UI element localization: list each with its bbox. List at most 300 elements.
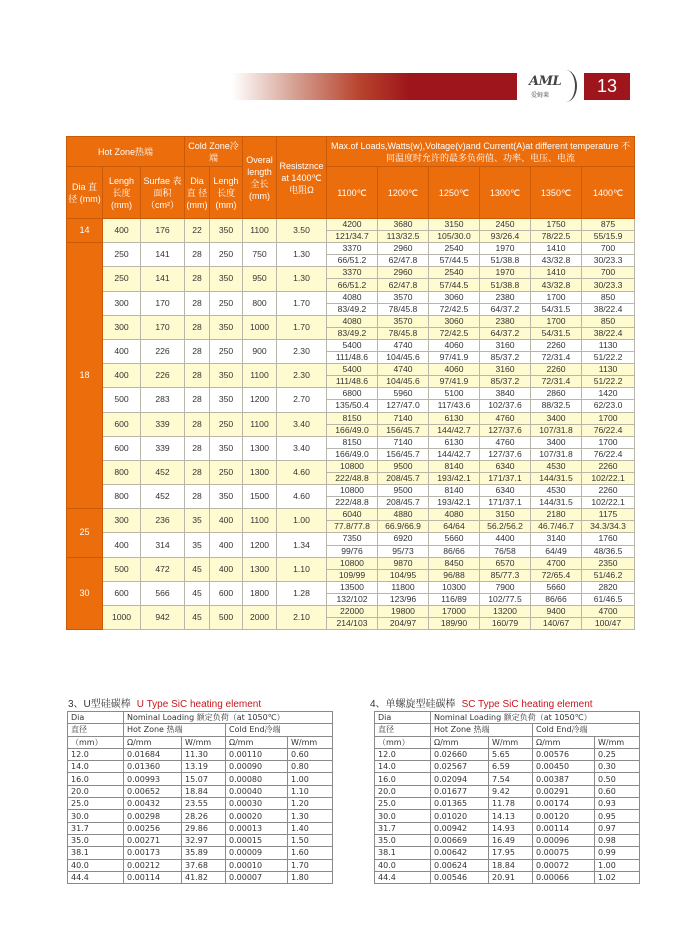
resistance-cell: 2.70: [277, 388, 327, 412]
table-cell: 0.99: [595, 847, 640, 859]
table-row: [375, 847, 640, 859]
table-cell: 29.86: [182, 822, 226, 834]
voltage-current-cell: 204/97: [378, 618, 429, 630]
table-cell: 16.0: [68, 773, 124, 785]
resistance-cell: 3.40: [277, 436, 327, 460]
table-cell: 0.00173: [124, 847, 182, 859]
surface-cell: 452: [141, 485, 185, 509]
table-cell: 0.01684: [124, 748, 182, 760]
watts-cell: 1700: [531, 291, 582, 303]
table-cell: 7.54: [489, 773, 533, 785]
cold-length-cell: 350: [210, 364, 243, 388]
voltage-current-cell: 214/103: [327, 618, 378, 630]
voltage-current-cell: 86/66: [429, 545, 480, 557]
table-cell: 20.0: [68, 785, 124, 797]
voltage-current-cell: 34.3/34.3: [582, 521, 635, 533]
cold-dia-cell: 28: [185, 339, 210, 363]
table-cell: 5.65: [489, 748, 533, 760]
hot-length-cell: 600: [103, 436, 141, 460]
table-cell: 14.13: [489, 810, 533, 822]
cold-length-cell: 400: [210, 509, 243, 533]
overall-length-cell: 1300: [243, 436, 277, 460]
table-cell: 38.1: [68, 847, 124, 859]
watts-cell: 700: [582, 243, 635, 255]
surface-cell: 314: [141, 533, 185, 557]
dia-unit-header: （mm）: [68, 736, 124, 748]
table-cell: 0.00009: [226, 847, 288, 859]
table-cell: 35.0: [375, 834, 431, 846]
voltage-current-cell: 193/42.1: [429, 497, 480, 509]
watt-per-mm-header: W/mm: [489, 736, 533, 748]
overall-length-cell: 1200: [243, 388, 277, 412]
table-cell: 31.7: [68, 822, 124, 834]
resistance-cell: 3.50: [277, 219, 327, 243]
watts-cell: 1420: [582, 388, 635, 400]
table-cell: 0.00942: [431, 822, 489, 834]
table-cell: 14.0: [375, 761, 431, 773]
table-cell: 0.01020: [431, 810, 489, 822]
table-cell: 0.00013: [226, 822, 288, 834]
table-cell: 16.0: [375, 773, 431, 785]
table-cell: 0.80: [288, 761, 333, 773]
voltage-current-cell: 76/58: [480, 545, 531, 557]
resistance-cell: 1.00: [277, 509, 327, 533]
hot-length-cell: 300: [103, 509, 141, 533]
overall-length-cell: 1200: [243, 533, 277, 557]
cold-dia-cell: 45: [185, 557, 210, 581]
watts-cell: 4080: [327, 315, 378, 327]
watts-cell: 4760: [480, 436, 531, 448]
dia-header-cn: 直径: [375, 724, 431, 736]
ohm-per-mm-header: Ω/mm: [533, 736, 595, 748]
voltage-current-cell: 102/22.1: [582, 497, 635, 509]
watts-cell: 2260: [531, 364, 582, 376]
sc-type-table: [374, 711, 640, 884]
voltage-current-cell: 72/65.4: [531, 569, 582, 581]
watts-cell: 5400: [327, 339, 378, 351]
table-row: [68, 748, 333, 760]
nominal-loading-header: Nominal Loading 额定负荷（at 1050℃）: [431, 712, 640, 724]
watts-cell: 3150: [480, 509, 531, 521]
voltage-current-cell: 132/102: [327, 593, 378, 605]
voltage-current-cell: 171/37.1: [480, 472, 531, 484]
logo-subtext: 爱姆莱: [531, 92, 550, 99]
cold-length-cell: 250: [210, 243, 243, 267]
cold-dia-cell: 45: [185, 581, 210, 605]
table-cell: 11.78: [489, 798, 533, 810]
voltage-current-cell: 171/37.1: [480, 497, 531, 509]
table-row: [67, 485, 635, 497]
overall-length-cell: 900: [243, 339, 277, 363]
voltage-current-cell: 55/15.9: [582, 231, 635, 243]
hot-length-header: Lengh 长度 (mm): [103, 167, 141, 219]
surface-cell: 226: [141, 364, 185, 388]
overall-length-cell: 1300: [243, 557, 277, 581]
voltage-current-cell: 144/42.7: [429, 424, 480, 436]
sc-type-title-en: SC Type SiC heating element: [461, 699, 593, 710]
hot-length-cell: 800: [103, 485, 141, 509]
table-cell: 0.00271: [124, 834, 182, 846]
table-cell: 0.00387: [533, 773, 595, 785]
surface-area-header: Surfae 表面积 （cm²）: [141, 167, 185, 219]
watts-cell: 22000: [327, 606, 378, 618]
watts-cell: 13500: [327, 581, 378, 593]
watts-cell: 8140: [429, 485, 480, 497]
table-cell: 1.60: [288, 847, 333, 859]
voltage-current-cell: 51/38.8: [480, 279, 531, 291]
resistance-header: Resistznce at 1400℃ 电阻Ω: [277, 137, 327, 219]
voltage-current-cell: 46.7/46.7: [531, 521, 582, 533]
resistance-cell: 1.30: [277, 243, 327, 267]
hot-dia-cell: 18: [67, 243, 103, 509]
watts-cell: 1130: [582, 339, 635, 351]
surface-cell: 141: [141, 243, 185, 267]
voltage-current-cell: 111/48.6: [327, 352, 378, 364]
table-row: [67, 339, 635, 351]
voltage-current-cell: 78/45.8: [378, 303, 429, 315]
dia-header: Dia: [375, 712, 431, 724]
voltage-current-cell: 51/46.2: [582, 569, 635, 581]
voltage-current-cell: 61/46.5: [582, 593, 635, 605]
table-cell: 1.10: [288, 785, 333, 797]
table-cell: 16.49: [489, 834, 533, 846]
watts-cell: 9870: [378, 557, 429, 569]
voltage-current-cell: 121/34.7: [327, 231, 378, 243]
hot-zone-header: Hot Zone热端: [67, 137, 185, 167]
table-row: [67, 436, 635, 448]
surface-cell: 566: [141, 581, 185, 605]
hot-length-cell: 300: [103, 315, 141, 339]
voltage-current-cell: 51/38.8: [480, 255, 531, 267]
table-cell: 0.00030: [226, 798, 288, 810]
watts-cell: 4740: [378, 364, 429, 376]
watts-cell: 6920: [378, 533, 429, 545]
resistance-cell: 2.30: [277, 364, 327, 388]
cold-length-cell: 600: [210, 581, 243, 605]
voltage-current-cell: 85/77.3: [480, 569, 531, 581]
ohm-per-mm-header: Ω/mm: [226, 736, 288, 748]
cold-dia-cell: 28: [185, 436, 210, 460]
table-cell: 1.50: [288, 834, 333, 846]
cold-dia-cell: 28: [185, 291, 210, 315]
table-cell: 14.0: [68, 761, 124, 773]
table-row: [67, 581, 635, 593]
overall-length-cell: 1100: [243, 509, 277, 533]
table-row: [375, 871, 640, 883]
voltage-current-cell: 85/37.2: [480, 352, 531, 364]
table-row: [67, 243, 635, 255]
voltage-current-cell: 111/48.6: [327, 376, 378, 388]
hot-length-cell: 1000: [103, 606, 141, 630]
voltage-current-cell: 113/32.5: [378, 231, 429, 243]
watts-cell: 4530: [531, 460, 582, 472]
voltage-current-cell: 104/95: [378, 569, 429, 581]
watts-cell: 1700: [582, 436, 635, 448]
watts-cell: 5960: [378, 388, 429, 400]
watts-cell: 4200: [327, 219, 378, 231]
hot-dia-cell: 25: [67, 509, 103, 557]
watts-cell: 3570: [378, 291, 429, 303]
voltage-current-cell: 97/41.9: [429, 352, 480, 364]
watts-cell: 5660: [531, 581, 582, 593]
table-row: [68, 761, 333, 773]
watts-cell: 2260: [582, 485, 635, 497]
table-cell: 0.00075: [533, 847, 595, 859]
cold-end-header: Cold End冷端: [533, 724, 640, 736]
table-cell: 35.0: [68, 834, 124, 846]
watts-cell: 19800: [378, 606, 429, 618]
cold-dia-cell: 28: [185, 243, 210, 267]
hot-length-cell: 600: [103, 412, 141, 436]
surface-cell: 170: [141, 315, 185, 339]
temp-header: 1250℃: [429, 167, 480, 219]
cold-length-cell: 250: [210, 412, 243, 436]
voltage-current-cell: 62/47.8: [378, 255, 429, 267]
table-cell: 0.60: [288, 748, 333, 760]
cold-end-header: Cold End冷端: [226, 724, 333, 736]
table-cell: 0.01360: [124, 761, 182, 773]
overall-length-cell: 950: [243, 267, 277, 291]
watts-cell: 2350: [582, 557, 635, 569]
table-cell: 40.0: [375, 859, 431, 871]
hot-length-cell: 250: [103, 243, 141, 267]
table-cell: 44.4: [375, 871, 431, 883]
hot-dia-cell: 30: [67, 557, 103, 630]
voltage-current-cell: 156/45.7: [378, 448, 429, 460]
voltage-current-cell: 66.9/66.9: [378, 521, 429, 533]
table-cell: 0.00096: [533, 834, 595, 846]
table-row: [67, 412, 635, 424]
overall-length-cell: 750: [243, 243, 277, 267]
watts-cell: 7140: [378, 436, 429, 448]
voltage-current-cell: 208/45.7: [378, 472, 429, 484]
hot-zone-header: Hot Zone 热端: [124, 724, 226, 736]
voltage-current-cell: 97/41.9: [429, 376, 480, 388]
overall-length-cell: 1000: [243, 315, 277, 339]
table-row: [67, 267, 635, 279]
watts-cell: 850: [582, 315, 635, 327]
watts-cell: 6800: [327, 388, 378, 400]
table-cell: 35.89: [182, 847, 226, 859]
watts-cell: 4080: [327, 291, 378, 303]
watts-cell: 4700: [582, 606, 635, 618]
watts-cell: 8450: [429, 557, 480, 569]
table-row: [375, 773, 640, 785]
watts-cell: 1175: [582, 509, 635, 521]
dia-unit-header: （mm）: [375, 736, 431, 748]
watts-cell: 4530: [531, 485, 582, 497]
table-cell: 0.00624: [431, 859, 489, 871]
table-cell: 1.80: [288, 871, 333, 883]
table-row: [68, 847, 333, 859]
table-cell: 0.00090: [226, 761, 288, 773]
table-row: [375, 822, 640, 834]
voltage-current-cell: 62/47.8: [378, 279, 429, 291]
sc-type-title-cn: 4、单螺旋型硅碳棒: [370, 699, 456, 710]
watts-cell: 17000: [429, 606, 480, 618]
table-cell: 1.70: [288, 859, 333, 871]
resistance-cell: 2.10: [277, 606, 327, 630]
watts-cell: 1970: [480, 243, 531, 255]
watts-cell: 7900: [480, 581, 531, 593]
voltage-current-cell: 51/22.2: [582, 376, 635, 388]
voltage-current-cell: 83/49.2: [327, 327, 378, 339]
watts-cell: 4740: [378, 339, 429, 351]
u-type-title-en: U Type SiC heating element: [136, 699, 262, 710]
table-cell: 0.00015: [226, 834, 288, 846]
resistance-cell: 2.30: [277, 339, 327, 363]
table-cell: 0.02094: [431, 773, 489, 785]
voltage-current-cell: 193/42.1: [429, 472, 480, 484]
resistance-cell: 4.60: [277, 485, 327, 509]
watts-cell: 13200: [480, 606, 531, 618]
watts-cell: 1970: [480, 267, 531, 279]
table-row: [67, 533, 635, 545]
voltage-current-cell: 72/42.5: [429, 327, 480, 339]
cold-length-cell: 350: [210, 388, 243, 412]
voltage-current-cell: 160/79: [480, 618, 531, 630]
overall-length-cell: 1500: [243, 485, 277, 509]
voltage-current-cell: 64/64: [429, 521, 480, 533]
cold-dia-cell: 28: [185, 315, 210, 339]
voltage-current-cell: 100/47: [582, 618, 635, 630]
table-row: [375, 748, 640, 760]
voltage-current-cell: 77.8/77.8: [327, 521, 378, 533]
temp-header: 1400℃: [582, 167, 635, 219]
overall-length-cell: 1800: [243, 581, 277, 605]
voltage-current-cell: 64/37.2: [480, 327, 531, 339]
hot-length-cell: 400: [103, 219, 141, 243]
hot-length-cell: 500: [103, 557, 141, 581]
table-cell: 0.00110: [226, 748, 288, 760]
watts-cell: 10800: [327, 460, 378, 472]
cold-dia-cell: 35: [185, 509, 210, 533]
watts-cell: 3370: [327, 243, 378, 255]
voltage-current-cell: 105/30.0: [429, 231, 480, 243]
voltage-current-cell: 66/51.2: [327, 255, 378, 267]
watts-cell: 6340: [480, 460, 531, 472]
table-row: [67, 364, 635, 376]
voltage-current-cell: 117/43.6: [429, 400, 480, 412]
voltage-current-cell: 56.2/56.2: [480, 521, 531, 533]
table-cell: 20.0: [375, 785, 431, 797]
ohm-per-mm-header: Ω/mm: [431, 736, 489, 748]
cold-length-cell: 350: [210, 436, 243, 460]
table-cell: 13.19: [182, 761, 226, 773]
watts-cell: 4400: [480, 533, 531, 545]
table-cell: 0.00114: [533, 822, 595, 834]
hot-zone-header: Hot Zone 热端: [431, 724, 533, 736]
logo-text: AML: [529, 74, 562, 89]
table-row: [68, 810, 333, 822]
cold-dia-cell: 35: [185, 533, 210, 557]
cold-dia-cell: 28: [185, 412, 210, 436]
voltage-current-cell: 95/73: [378, 545, 429, 557]
ohm-per-mm-header: Ω/mm: [124, 736, 182, 748]
table-cell: 40.0: [68, 859, 124, 871]
watts-cell: 11800: [378, 581, 429, 593]
table-row: [67, 388, 635, 400]
table-cell: 30.0: [375, 810, 431, 822]
watts-cell: 1130: [582, 364, 635, 376]
overall-length-cell: 800: [243, 291, 277, 315]
watts-cell: 10800: [327, 557, 378, 569]
watts-cell: 4760: [480, 412, 531, 424]
voltage-current-cell: 127/47.0: [378, 400, 429, 412]
aml-logo: [527, 70, 577, 102]
voltage-current-cell: 166/49.0: [327, 448, 378, 460]
watts-cell: 4060: [429, 364, 480, 376]
table-cell: 1.20: [288, 798, 333, 810]
table-cell: 0.00066: [533, 871, 595, 883]
table-cell: 25.0: [375, 798, 431, 810]
voltage-current-cell: 107/31.8: [531, 448, 582, 460]
table-cell: 1.00: [288, 773, 333, 785]
table-cell: 12.0: [68, 748, 124, 760]
voltage-current-cell: 123/96: [378, 593, 429, 605]
table-cell: 18.84: [182, 785, 226, 797]
voltage-current-cell: 62/23.0: [582, 400, 635, 412]
watts-cell: 4880: [378, 509, 429, 521]
watts-cell: 875: [582, 219, 635, 231]
table-cell: 0.00080: [226, 773, 288, 785]
cold-zone-header: Cold Zone冷端: [185, 137, 243, 167]
table-row: [68, 785, 333, 797]
watts-cell: 6570: [480, 557, 531, 569]
surface-cell: 141: [141, 267, 185, 291]
table-row: [375, 798, 640, 810]
u-type-title: [68, 695, 261, 710]
table-cell: 1.02: [595, 871, 640, 883]
cold-length-cell: 350: [210, 485, 243, 509]
table-cell: 44.4: [68, 871, 124, 883]
voltage-current-cell: 222/48.8: [327, 497, 378, 509]
watts-cell: 2540: [429, 267, 480, 279]
surface-cell: 339: [141, 412, 185, 436]
table-cell: 0.00010: [226, 859, 288, 871]
table-cell: 18.84: [489, 859, 533, 871]
hot-length-cell: 400: [103, 533, 141, 557]
table-cell: 0.50: [595, 773, 640, 785]
voltage-current-cell: 104/45.6: [378, 376, 429, 388]
table-cell: 28.26: [182, 810, 226, 822]
table-cell: 37.68: [182, 859, 226, 871]
surface-cell: 170: [141, 291, 185, 315]
table-cell: 0.00669: [431, 834, 489, 846]
surface-cell: 226: [141, 339, 185, 363]
table-row: [375, 761, 640, 773]
hot-dia-header: Dia 直径 (mm): [67, 167, 103, 219]
cold-length-cell: 350: [210, 315, 243, 339]
table-cell: 0.00993: [124, 773, 182, 785]
watts-cell: 6040: [327, 509, 378, 521]
table-cell: 0.00642: [431, 847, 489, 859]
watts-cell: 3570: [378, 315, 429, 327]
watts-cell: 3400: [531, 436, 582, 448]
voltage-current-cell: 72/42.5: [429, 303, 480, 315]
table-cell: 0.00652: [124, 785, 182, 797]
table-row: [67, 509, 635, 521]
dia-header: Dia: [68, 712, 124, 724]
hot-length-cell: 400: [103, 364, 141, 388]
voltage-current-cell: 72/31.4: [531, 352, 582, 364]
cold-dia-cell: 28: [185, 267, 210, 291]
voltage-current-cell: 88/32.5: [531, 400, 582, 412]
watts-cell: 2180: [531, 509, 582, 521]
table-cell: 11.30: [182, 748, 226, 760]
voltage-current-cell: 78/45.8: [378, 327, 429, 339]
max-loads-header: Max.of Loads,Watts(w),Voltage(v)and Current(A)at different temperature 不同温度时允许的最多负荷值、功率、电压、电流: [327, 137, 635, 167]
